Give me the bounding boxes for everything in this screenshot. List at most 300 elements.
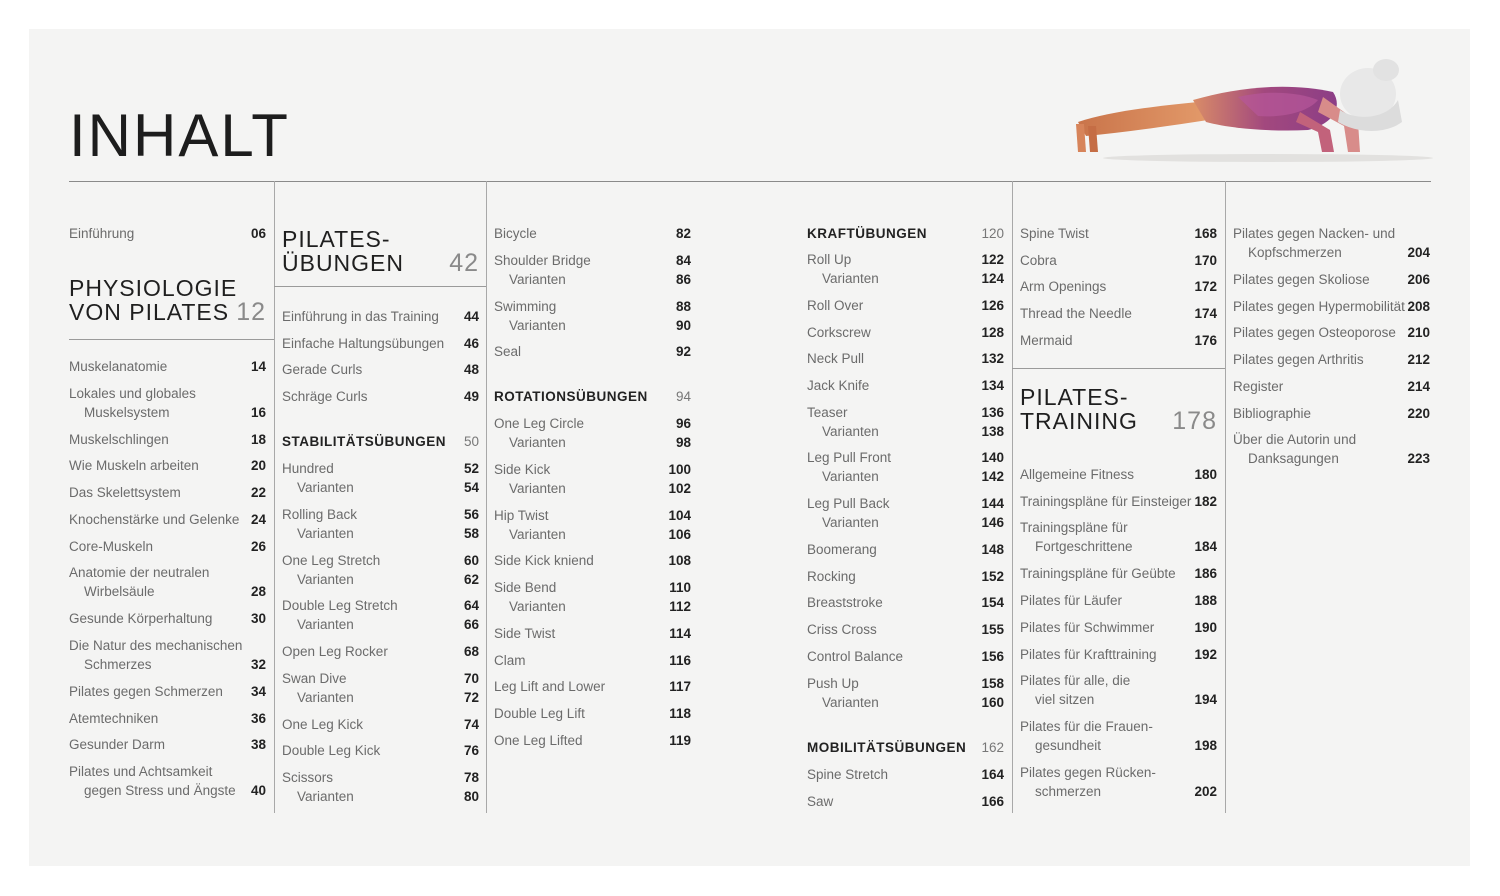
entry-variant: Varianten — [822, 694, 879, 710]
entry-title: Spine Stretch — [807, 767, 889, 782]
entry-variant: Varianten — [509, 526, 566, 542]
toc-entry[interactable] — [1020, 331, 1217, 350]
toc-entry[interactable] — [69, 537, 266, 556]
entry-title: Shoulder Bridge — [494, 252, 591, 268]
page-number: 158 — [981, 675, 1004, 691]
page-number: 76 — [463, 743, 479, 759]
toc-entry[interactable] — [807, 349, 1004, 368]
page-number: 56 — [463, 506, 479, 522]
toc-entry[interactable] — [1020, 645, 1217, 664]
page-number: 82 — [675, 226, 691, 241]
page-number: 117 — [669, 679, 691, 695]
entry-title: Roll Over — [807, 297, 864, 313]
toc-entry[interactable] — [282, 768, 479, 806]
page-number: 223 — [1407, 451, 1430, 467]
entry-variant: Varianten — [297, 689, 354, 705]
entry-title: Register — [1233, 378, 1284, 394]
page-title: INHALT — [69, 102, 290, 169]
toc-entry[interactable] — [282, 669, 479, 707]
entry-title: Pilates für die Frauen- — [1020, 719, 1153, 735]
entry-title: Pilates gegen Nacken- und — [1233, 226, 1396, 241]
toc-entry[interactable] — [807, 792, 1004, 811]
entry-title: Leg Pull Front — [807, 450, 892, 466]
entry-title: Über die Autorin und — [1233, 432, 1357, 448]
section-rule — [274, 286, 486, 287]
entry-title: Rolling Back — [282, 506, 358, 522]
page-number: 48 — [463, 362, 479, 378]
toc-entry[interactable] — [807, 567, 1004, 586]
entry-title: Swan Dive — [282, 670, 347, 686]
toc-entry[interactable] — [494, 624, 691, 643]
toc-entry[interactable] — [1233, 297, 1430, 316]
page-number: 52 — [463, 461, 479, 476]
page-number: 72 — [463, 689, 479, 705]
page-number: 49 — [463, 389, 479, 405]
toc-entry[interactable] — [282, 334, 479, 353]
page-number: 100 — [668, 461, 691, 477]
entry-title: Clam — [494, 652, 526, 668]
entry-title: Saw — [807, 793, 834, 809]
entry-title: Swimming — [494, 298, 557, 314]
entry-variant: Varianten — [297, 617, 354, 633]
toc-entry[interactable] — [1020, 763, 1217, 801]
subsection-label: ROTATIONSÜBUNGEN — [494, 389, 648, 404]
page-number: 146 — [981, 515, 1004, 531]
entry-variant: Varianten — [822, 469, 879, 485]
toc-entry[interactable] — [1233, 350, 1430, 369]
page-number: 40 — [250, 783, 266, 798]
entry-title: Neck Pull — [807, 351, 865, 367]
entry-title: Gerade Curls — [282, 362, 363, 378]
entry-title: Side Bend — [494, 580, 557, 596]
toc-entry[interactable] — [282, 360, 479, 379]
toc-entry[interactable] — [807, 448, 1004, 486]
page-number: 220 — [1407, 405, 1430, 421]
page-number: 26 — [250, 538, 266, 554]
page-number: 114 — [669, 625, 691, 641]
entry-title: Hundred — [282, 461, 334, 476]
page-number: 174 — [1194, 306, 1217, 322]
entry-variant: Varianten — [822, 515, 879, 531]
toc-entry[interactable] — [1233, 377, 1430, 396]
toc-entry[interactable] — [807, 765, 1004, 784]
entry-title: Core-Muskeln — [69, 538, 154, 554]
page-number: 96 — [675, 416, 691, 431]
entry-title: Muskelanatomie — [69, 359, 168, 374]
entry-subtitle: Kopfschmerzen — [1248, 245, 1342, 260]
toc-entry[interactable] — [807, 296, 1004, 315]
section-rule — [1012, 368, 1225, 369]
page-number: 198 — [1194, 738, 1217, 754]
page-number: 206 — [1407, 272, 1430, 287]
pilates-figure-illustration — [1068, 52, 1438, 167]
page-number: 28 — [250, 584, 266, 600]
entry-subtitle: gesundheit — [1035, 738, 1102, 754]
entry-title: Boomerang — [807, 542, 877, 557]
toc-entry[interactable] — [282, 505, 479, 543]
page-number: 84 — [675, 252, 691, 268]
page-number: 16 — [250, 404, 266, 420]
entry-title: Gesunde Körperhaltung — [69, 611, 213, 627]
entry-title: Trainingspläne für — [1020, 520, 1128, 536]
toc-entry[interactable] — [494, 460, 691, 498]
page-number: 164 — [981, 767, 1004, 782]
entry-subtitle: Muskelsystem — [84, 404, 170, 420]
page-number: 90 — [675, 317, 691, 333]
entry-title: Wie Muskeln arbeiten — [69, 458, 199, 474]
page-number: 162 — [981, 740, 1004, 755]
column-divider — [274, 181, 275, 813]
page-number: 66 — [463, 617, 479, 633]
page-number: 44 — [463, 309, 479, 324]
entry-title: Hip Twist — [494, 507, 549, 523]
column-divider — [486, 181, 487, 813]
page-number: 168 — [1194, 226, 1217, 241]
page-number: 120 — [981, 226, 1004, 241]
entry-title: Einführung in das Training — [282, 309, 439, 324]
toc-entry[interactable] — [69, 709, 266, 728]
entry-variant: Varianten — [509, 480, 566, 496]
page-number: 14 — [250, 359, 266, 374]
toc-entry[interactable] — [807, 620, 1004, 639]
toc-entry[interactable] — [1020, 591, 1217, 610]
page-number: 192 — [1194, 646, 1217, 662]
entry-title: Double Leg Stretch — [282, 598, 398, 614]
page-number: 132 — [981, 351, 1004, 367]
toc-entry[interactable] — [69, 762, 266, 800]
section-heading-physiologie[interactable]: PHYSIOLOGIE VON PILATES 12 — [69, 275, 266, 326]
entry-title: Trainingspläne für Einsteiger — [1020, 493, 1192, 509]
toc-entry[interactable] — [282, 715, 479, 734]
toc-entry[interactable] — [807, 494, 1004, 532]
entry-title: Pilates für Läufer — [1020, 593, 1123, 609]
toc-entry[interactable] — [69, 357, 266, 376]
entry-title: Seal — [494, 344, 522, 360]
page-number: 140 — [981, 450, 1004, 466]
entry-title: Pilates gegen Schmerzen — [69, 683, 223, 699]
page-number: 118 — [669, 706, 691, 721]
page-number: 214 — [1407, 378, 1430, 394]
entry-title: Trainingspläne für Geübte — [1020, 566, 1176, 582]
page-number: 78 — [463, 770, 479, 786]
toc-entry[interactable] — [69, 563, 266, 601]
subsection-mobilitaet[interactable] — [807, 738, 1004, 757]
toc-entry[interactable] — [1020, 304, 1217, 323]
toc-entry[interactable] — [69, 456, 266, 475]
entry-variant: Varianten — [509, 317, 566, 333]
page-number: 38 — [250, 737, 266, 753]
subsection-label: MOBILITÄTSÜBUNGEN — [807, 740, 967, 755]
page-number: 208 — [1407, 298, 1430, 314]
toc-entry[interactable] — [1020, 277, 1217, 296]
page-number: 212 — [1407, 352, 1430, 368]
section-heading-pilates-uebungen[interactable]: PILATES- ÜBUNGEN 42 — [282, 226, 479, 277]
entry-variant: Varianten — [822, 423, 879, 439]
entry-variant: Varianten — [297, 571, 354, 587]
toc-entry[interactable] — [1020, 224, 1217, 243]
section-rule — [69, 339, 274, 340]
toc-entry[interactable] — [807, 376, 1004, 395]
subsection-rotation[interactable] — [494, 387, 691, 406]
page-number: 138 — [981, 423, 1004, 439]
page-number: 106 — [668, 526, 691, 542]
entry-title: Muskelschlingen — [69, 431, 169, 447]
entry-variant: Varianten — [297, 789, 354, 805]
toc-entry[interactable] — [1233, 270, 1430, 289]
subsection-kraft[interactable] — [807, 224, 1004, 243]
page-number: 119 — [669, 732, 691, 748]
page-number: 204 — [1407, 245, 1430, 260]
toc-entry[interactable] — [494, 651, 691, 670]
toc-entry[interactable] — [494, 224, 691, 243]
entry-title: Das Skelettsystem — [69, 485, 181, 501]
entry-title: Side Kick kniend — [494, 553, 594, 569]
entry-variant: Varianten — [509, 271, 566, 287]
page-number: 160 — [981, 694, 1004, 710]
toc-entry[interactable] — [282, 551, 479, 589]
page-number: 54 — [463, 480, 479, 495]
toc-entry[interactable] — [1020, 618, 1217, 637]
entry-subtitle: viel sitzen — [1035, 692, 1095, 708]
entry-title: Schräge Curls — [282, 389, 368, 405]
toc-entry[interactable] — [282, 741, 479, 760]
toc-entry[interactable] — [69, 510, 266, 529]
page-number: 86 — [675, 271, 691, 287]
entry-title: Lokales und globales — [69, 385, 196, 401]
page-number: 60 — [463, 552, 479, 568]
toc-entry[interactable] — [494, 297, 691, 335]
entry-title: Thread the Needle — [1020, 306, 1132, 322]
entry-title: Rocking — [807, 568, 856, 584]
entry-title: Double Leg Kick — [282, 743, 381, 759]
entry-title: Teaser — [807, 404, 848, 420]
toc-entry[interactable] — [1020, 671, 1217, 709]
entry-title: Mermaid — [1020, 332, 1073, 348]
page-number: 184 — [1194, 539, 1217, 555]
page-number: 50 — [463, 434, 479, 449]
entry-title: Bicycle — [494, 226, 537, 241]
toc-entry[interactable] — [807, 540, 1004, 559]
entry-title: Roll Up — [807, 252, 852, 267]
entry-title: Knochenstärke und Gelenke — [69, 511, 240, 527]
toc-entry[interactable] — [494, 414, 691, 452]
toc-entry[interactable] — [494, 704, 691, 723]
entry-title: One Leg Lifted — [494, 732, 583, 748]
section-heading-pilates-training[interactable]: PILATES- TRAINING 178 — [1020, 384, 1217, 435]
entry-subtitle: Danksagungen — [1248, 451, 1339, 467]
toc-entry[interactable] — [1020, 518, 1217, 556]
entry-title: Double Leg Lift — [494, 706, 585, 721]
page-number: 188 — [1194, 593, 1217, 609]
entry-variant: Varianten — [297, 525, 354, 541]
entry-title: Open Leg Rocker — [282, 644, 388, 660]
entry-title: Pilates gegen Skoliose — [1233, 272, 1370, 287]
entry-subtitle: Fortgeschrittene — [1035, 539, 1133, 555]
entry-title: Pilates für Krafttraining — [1020, 646, 1157, 662]
toc-entry[interactable] — [282, 642, 479, 661]
entry-title: Leg Lift and Lower — [494, 679, 606, 695]
page-number: 210 — [1407, 325, 1430, 341]
entry-title: Pilates gegen Osteoporose — [1233, 325, 1396, 341]
toc-entry[interactable] — [282, 596, 479, 634]
page-number: 176 — [1194, 332, 1217, 348]
entry-title: Spine Twist — [1020, 226, 1089, 241]
entry-title: Side Twist — [494, 625, 556, 641]
toc-entry[interactable] — [494, 677, 691, 696]
page-number: 182 — [1194, 493, 1217, 509]
page-number: 155 — [981, 622, 1004, 638]
toc-entry[interactable] — [282, 459, 479, 497]
page-number: 116 — [669, 652, 691, 668]
toc-entry[interactable] — [1020, 564, 1217, 583]
page-number: 190 — [1194, 619, 1217, 635]
page-number: 126 — [981, 297, 1004, 313]
page-number: 58 — [463, 525, 479, 541]
toc-entry[interactable] — [807, 593, 1004, 612]
page-number: 24 — [250, 511, 266, 527]
page-number: 134 — [981, 377, 1004, 393]
toc-entry[interactable] — [282, 307, 479, 326]
entry-title: Side Kick — [494, 461, 551, 477]
toc-entry[interactable] — [494, 342, 691, 361]
toc-entry[interactable] — [1020, 717, 1217, 755]
entry-title: Control Balance — [807, 648, 904, 664]
page-number: 68 — [463, 644, 479, 660]
entry-title: Gesunder Darm — [69, 737, 166, 753]
entry-variant: Varianten — [297, 480, 354, 495]
page-number: 102 — [668, 480, 691, 496]
entry-title: Criss Cross — [807, 622, 877, 638]
toc-entry[interactable] — [807, 250, 1004, 288]
page-number: 124 — [981, 271, 1004, 286]
entry-title: One Leg Stretch — [282, 552, 381, 568]
page-number: 142 — [981, 469, 1004, 485]
page-number: 172 — [1194, 279, 1217, 295]
page-number: 98 — [675, 435, 691, 450]
toc-entry[interactable] — [807, 647, 1004, 666]
page-number: 154 — [981, 595, 1004, 611]
page-number: 34 — [250, 683, 266, 699]
page-number: 94 — [675, 389, 691, 404]
subsection-label: KRAFTÜBUNGEN — [807, 226, 927, 241]
entry-subtitle: Schmerzes — [84, 656, 152, 672]
toc-entry[interactable]: Einführung 06 — [69, 226, 266, 241]
page-number: 180 — [1194, 467, 1217, 482]
page-number: 136 — [981, 404, 1004, 420]
entry-title: Leg Pull Back — [807, 496, 890, 512]
page-number: 92 — [675, 344, 691, 360]
page-number: 110 — [669, 580, 691, 596]
entry-title: Pilates für Schwimmer — [1020, 619, 1155, 635]
page-number: 108 — [668, 553, 691, 569]
entry-title: Pilates für alle, die — [1020, 673, 1131, 689]
toc-entry[interactable] — [807, 403, 1004, 441]
entry-variant: Varianten — [509, 435, 566, 450]
entry-title: Cobra — [1020, 252, 1057, 268]
page-number: 62 — [463, 571, 479, 587]
page-number: 202 — [1194, 784, 1217, 800]
page-number: 144 — [981, 496, 1004, 512]
page-number: 46 — [463, 335, 479, 351]
toc-entry[interactable] — [807, 323, 1004, 342]
toc-entry[interactable] — [1233, 430, 1430, 468]
toc-entry[interactable] — [807, 674, 1004, 712]
entry-title: Pilates gegen Hypermobilität — [1233, 298, 1405, 314]
entry-title: Pilates gegen Rücken- — [1020, 765, 1156, 781]
page-number: 22 — [250, 485, 266, 501]
toc-entry[interactable] — [494, 551, 691, 570]
entry-title: Bibliographie — [1233, 405, 1312, 421]
toc-entry[interactable] — [1233, 224, 1430, 262]
page-number: 194 — [1194, 692, 1217, 708]
page-number: 166 — [981, 793, 1004, 809]
entry-title: Pilates und Achtsamkeit — [69, 764, 213, 779]
page-number: 156 — [981, 648, 1004, 664]
page-number: 148 — [981, 542, 1004, 557]
page-number: 70 — [463, 670, 479, 686]
entry-title: Anatomie der neutralen — [69, 565, 210, 581]
entry-title: Atemtechniken — [69, 710, 159, 726]
toc-entry[interactable] — [69, 682, 266, 701]
page-number: 128 — [981, 324, 1004, 340]
toc-entry[interactable] — [1020, 465, 1217, 484]
toc-entry[interactable] — [282, 387, 479, 406]
entry-title: Einfache Haltungsübungen — [282, 335, 445, 351]
toc-entry[interactable] — [494, 251, 691, 289]
entry-title: One Leg Kick — [282, 716, 364, 732]
entry-subtitle: schmerzen — [1035, 784, 1102, 800]
page-number: 80 — [463, 789, 479, 805]
page-number: 64 — [463, 598, 479, 614]
page-number: 30 — [250, 611, 266, 627]
page-number: 18 — [250, 431, 266, 447]
toc-entry[interactable] — [69, 609, 266, 628]
page-number: 112 — [669, 599, 691, 615]
entry-subtitle: gegen Stress und Ängste — [84, 783, 236, 798]
toc-entry[interactable] — [1233, 323, 1430, 342]
entry-variant: Varianten — [509, 599, 566, 615]
page-number: 88 — [675, 298, 691, 314]
toc-entry[interactable] — [1020, 492, 1217, 511]
page-number: 36 — [250, 710, 266, 726]
toc-entry[interactable] — [69, 483, 266, 502]
entry-title: Arm Openings — [1020, 279, 1107, 295]
toc-entry[interactable] — [494, 731, 691, 750]
entry-title: One Leg Circle — [494, 416, 585, 431]
subsection-label: STABILITÄTSÜBUNGEN — [282, 434, 446, 449]
page-number: 32 — [250, 656, 266, 672]
toc-entry[interactable] — [494, 578, 691, 616]
column-divider — [1012, 181, 1013, 813]
entry-title: Breaststroke — [807, 595, 883, 611]
toc-entry[interactable] — [494, 506, 691, 544]
subsection-stabilitaet[interactable] — [282, 432, 479, 451]
entry-variant: Varianten — [822, 271, 879, 286]
entry-title: Scissors — [282, 770, 334, 786]
page-number: 20 — [250, 458, 266, 474]
toc-entry[interactable] — [69, 636, 266, 674]
entry-title: Jack Knife — [807, 377, 870, 393]
toc-entry[interactable] — [1233, 404, 1430, 423]
column-divider — [1225, 181, 1226, 813]
page-number: 170 — [1194, 252, 1217, 268]
page-number: 74 — [463, 716, 479, 732]
toc-entry[interactable] — [69, 430, 266, 449]
toc-entry[interactable] — [1020, 251, 1217, 270]
toc-entry[interactable] — [69, 735, 266, 754]
entry-title: Die Natur des mechanischen — [69, 637, 243, 653]
toc-entry[interactable] — [69, 384, 266, 422]
